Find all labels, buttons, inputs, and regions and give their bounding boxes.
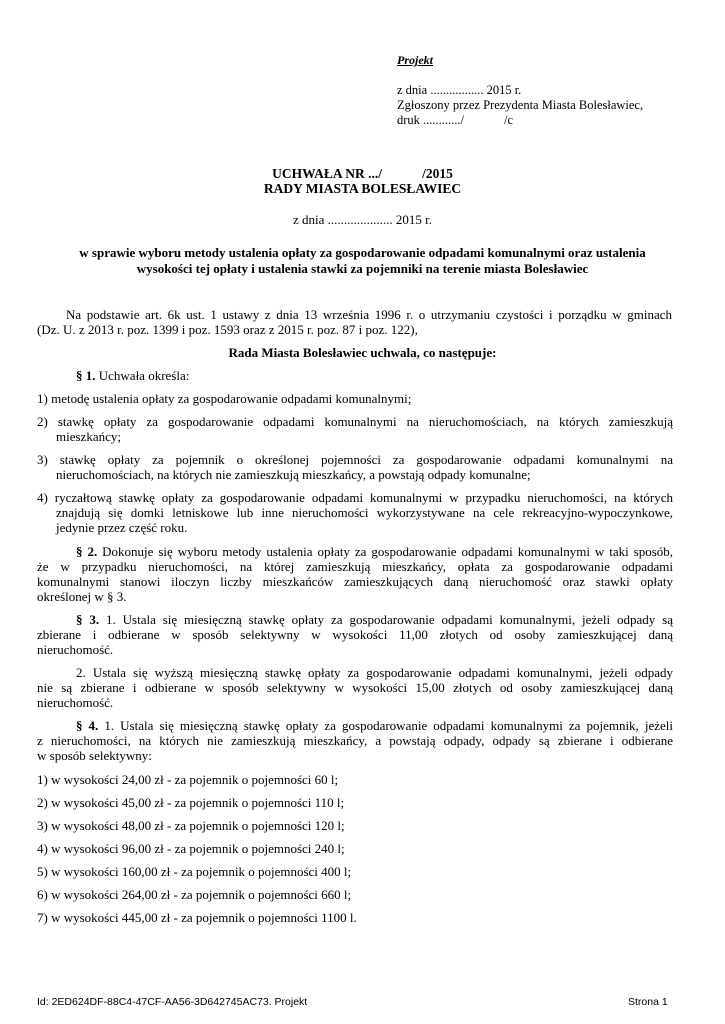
- subject-line-1: w sprawie wyboru metody ustalenia opłaty za gospodarowanie odpadami komunalnymi oraz ustalenia: [79, 245, 646, 260]
- par3-p1-line-1: [76, 612, 673, 627]
- footer-document-id: Id: 2ED624DF-88C4-47CF-AA56-3D642745AC73. Projekt: [37, 996, 308, 1008]
- par4-number: § 4.: [76, 718, 99, 733]
- header-submitted-by: Zgłoszony przez Prezydenta Miasta Bolesławiec,: [397, 98, 644, 112]
- par4-item-3: 3) w wysokości 48,00 zł - za pojemnik o pojemności 120 l;: [37, 818, 345, 833]
- header-druk: [397, 113, 513, 128]
- par4-line-3: w sposób selektywny:: [37, 748, 152, 763]
- resolution-date: z dnia .................... 2015 r.: [292, 212, 432, 227]
- par1-intro-text: Uchwała określa:: [95, 368, 190, 383]
- par1-item-2-line-1: 2) stawkę opłaty za gospodarowanie odpadami komunalnymi na nieruchomościach, na których zamieszkują: [37, 414, 673, 429]
- par3-p2-line-2: nie są zbierane i odbierane w sposób selektywny w wysokości 15,00 złotych od osoby zamieszkującej daną: [37, 680, 673, 695]
- par1-number: § 1.: [76, 368, 96, 383]
- preamble-line-1: Na podstawie art. 6k ust. 1 ustawy z dnia 13 września 1996 r. o utrzymaniu czystości i porządku w gminach: [66, 307, 672, 322]
- par1-item-2-line-2: mieszkańcy;: [56, 429, 121, 444]
- par1-item-3-line-2: nieruchomościach, na których nie zamieszkują mieszkańcy, a powstają odpady komunalne;: [56, 467, 531, 482]
- par4-item-1: 1) w wysokości 24,00 zł - za pojemnik o pojemności 60 l;: [37, 772, 339, 787]
- subject-line-2: wysokości tej opłaty i ustalenia stawki za pojemniki na terenie miasta Bolesławiec: [136, 261, 589, 276]
- druk-prefix: druk ............/: [397, 113, 465, 127]
- par2-line-1: [76, 544, 673, 559]
- resolution-title: [0, 166, 725, 181]
- council-statement: Rada Miasta Bolesławiec uchwala, co następuje:: [228, 345, 497, 360]
- par3-p1-line-2: zbierane i odbierane w sposób selektywny w wysokości 11,00 złotych od osoby zamieszkującej daną: [37, 627, 673, 642]
- par2-line-2: że w przypadku nieruchomości, na której zamieszkują mieszkańcy, opłata za gospodarowanie odpadami: [37, 559, 673, 574]
- par2-number: § 2.: [76, 544, 98, 559]
- footer-page-number: Strona 1: [628, 996, 668, 1008]
- par4-item-5: 5) w wysokości 160,00 zł - za pojemnik o pojemności 400 l;: [37, 864, 352, 879]
- par4-item-4: 4) w wysokości 96,00 zł - za pojemnik o pojemności 240 l;: [37, 841, 345, 856]
- par2-line-3: komunalnymi stanowi iloczyn liczby mieszkańców zamieszkujących daną nieruchomość oraz stawki opłaty: [37, 574, 673, 589]
- par1-item-3-line-1: 3) stawkę opłaty za pojemnik o określonej pojemności za gospodarowanie odpadami komunalnymi na: [37, 452, 673, 467]
- par2-line-4: określonej w § 3.: [37, 589, 127, 604]
- title-number-suffix: /2015: [422, 166, 453, 181]
- par3-p1-line-3: nieruchomość.: [37, 642, 114, 657]
- par3-p1-line-1-text: 1. Ustala się miesięczną stawkę opłaty za gospodarowanie odpadami komunalnymi, jeżeli odpady są: [99, 612, 674, 627]
- par1-item-4-line-2: znajdują się domki letniskowe lub inne nieruchomości wykorzystywane na cele rekreacyjno-wypoczynkowe,: [56, 505, 673, 520]
- par4-line-2: z nieruchomości, na których nie zamieszkują mieszkańcy, a powstają odpady, odpady są zbierane i odbierane: [37, 733, 673, 748]
- title-number-prefix: UCHWAŁA NR .../: [272, 166, 383, 181]
- par4-line-1-text: 1. Ustala się miesięczną stawkę opłaty za gospodarowanie odpadami komunalnymi za pojemnik, jeżeli: [98, 718, 674, 733]
- par3-p2-line-3: nieruchomość.: [37, 695, 114, 710]
- resolution-council: RADY MIASTA BOLESŁAWIEC: [263, 181, 462, 196]
- par3-p2-line-1: 2. Ustala się wyższą miesięczną stawkę opłaty za gospodarowanie odpadami komunalnymi, jeżeli odpady: [76, 665, 673, 680]
- par1-item-4-line-1: 4) ryczałtową stawkę opłaty za gospodarowanie odpadami komunalnymi w przypadku nieruchomości, na których: [37, 490, 673, 505]
- par3-number: § 3.: [76, 612, 100, 627]
- druk-suffix: /c: [504, 113, 514, 127]
- par1-item-1: 1) metodę ustalenia opłaty za gospodarowanie odpadami komunalnymi;: [37, 391, 412, 406]
- par1-item-4-line-3: jedynie przez część roku.: [56, 520, 188, 535]
- par4-line-1: [76, 718, 673, 733]
- preamble-line-2: (Dz. U. z 2013 r. poz. 1399 i poz. 1593 oraz z 2015 r. poz. 87 i poz. 122),: [37, 322, 418, 337]
- header-date-line: z dnia ................. 2015 r.: [397, 83, 522, 97]
- par1-intro: [76, 368, 189, 383]
- par4-item-6: 6) w wysokości 264,00 zł - za pojemnik o pojemności 660 l;: [37, 887, 352, 902]
- projekt-label: Projekt: [397, 53, 433, 67]
- par2-line-1-text: Dokonuje się wyboru metody ustalenia opłaty za gospodarowanie odpadami komunalnymi w taki sposób,: [97, 544, 674, 559]
- par4-item-2: 2) w wysokości 45,00 zł - za pojemnik o pojemności 110 l;: [37, 795, 345, 810]
- par4-item-7: 7) w wysokości 445,00 zł - za pojemnik o pojemności 1100 l.: [37, 910, 357, 925]
